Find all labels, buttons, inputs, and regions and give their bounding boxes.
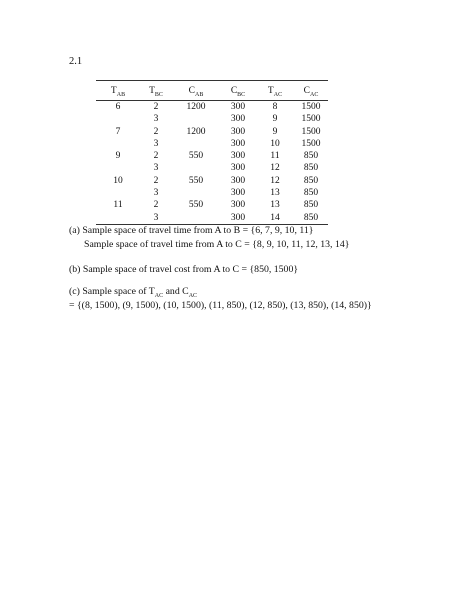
part-b-line1: (b) Sample space of travel cost from A to C = {850, 1500} <box>69 264 299 275</box>
travel-data-table <box>96 80 328 225</box>
part-a-line1: (a) Sample space of travel time from A to B = {6, 7, 9, 10, 11} <box>69 225 314 236</box>
cell-t-bc: 2 <box>153 151 159 162</box>
cell-t-bc: 3 <box>153 138 159 149</box>
table-row <box>96 199 328 211</box>
cell-t-bc: 3 <box>153 188 159 199</box>
cell-c-bc: 300 <box>230 126 246 137</box>
table-row <box>96 187 328 199</box>
cell-c-ac: 850 <box>303 175 319 186</box>
table-row <box>96 162 328 174</box>
cell-c-ab <box>172 113 220 125</box>
header-c-bc: $C_{BC}$ <box>220 81 256 101</box>
cell-c-bc: 300 <box>230 175 246 186</box>
table-row <box>96 175 328 187</box>
part-a-line2: Sample space of travel time from A to C = {8, 9, 10, 11, 12, 13, 14} <box>84 239 350 250</box>
cell-c-bc: 300 <box>230 200 246 211</box>
cell-c-ac: 1500 <box>301 114 321 125</box>
cell-c-bc: 300 <box>230 188 246 199</box>
cell-t-bc: 2 <box>153 200 159 211</box>
cell-t-ac: 12 <box>270 175 280 186</box>
cell-t-ac: 13 <box>270 188 280 199</box>
cell-c-ab: 550 <box>188 151 204 162</box>
cell-c-bc: 300 <box>230 138 246 149</box>
cell-c-bc: 300 <box>230 102 246 112</box>
cell-t-ac: 8 <box>272 102 278 112</box>
cell-c-ab <box>172 138 220 150</box>
table-row <box>96 101 328 114</box>
table-body <box>96 101 328 225</box>
header-t-ab: $T_{AB}$ <box>96 81 140 101</box>
section-number: 2.1 <box>69 56 83 67</box>
cell-c-ac: 850 <box>303 163 319 174</box>
cell-c-ac: 850 <box>303 151 319 162</box>
cell-t-ab: 6 <box>115 102 121 112</box>
cell-c-ab: 1200 <box>186 126 206 137</box>
cell-c-ac: 850 <box>303 212 319 223</box>
cell-c-ac: 1500 <box>301 138 321 149</box>
table-row <box>96 113 328 125</box>
cell-t-ac: 9 <box>272 114 278 125</box>
cell-c-ac: 1500 <box>301 126 321 137</box>
cell-t-bc: 3 <box>153 163 159 174</box>
header-c-ab: $C_{AB}$ <box>172 81 220 101</box>
cell-c-ac: 850 <box>303 200 319 211</box>
cell-c-ab: 550 <box>188 175 204 186</box>
cell-t-bc: 2 <box>153 126 159 137</box>
cell-c-ab: 550 <box>188 200 204 211</box>
cell-t-bc: 3 <box>153 212 159 223</box>
cell-t-ac: 14 <box>270 212 280 223</box>
cell-c-ab <box>172 187 220 199</box>
part-c-line2: = {(8, 1500), (9, 1500), (10, 1500), (11, 850), (12, 850), (13, 850), (14, 850)} <box>69 300 372 311</box>
cell-t-bc: 2 <box>153 175 159 186</box>
header-c-ac: $C_{AC}$ <box>294 81 328 101</box>
table-row <box>96 212 328 225</box>
part-c-line1: (c) Sample space of $T_{AC}$ and $C_{AC}$ <box>69 286 198 299</box>
cell-t-ac: 11 <box>270 151 280 162</box>
cell-c-ab: 1200 <box>186 102 206 112</box>
cell-t-ac: 12 <box>270 163 280 174</box>
cell-t-ab: 9 <box>115 151 121 162</box>
cell-c-ab <box>172 162 220 174</box>
cell-t-ab: 11 <box>113 200 123 211</box>
header-t-bc: $T_{BC}$ <box>140 81 172 101</box>
cell-t-bc: 2 <box>153 102 159 112</box>
cell-t-ac: 10 <box>270 138 280 149</box>
cell-t-ac: 9 <box>272 126 278 137</box>
table-header-row <box>96 81 328 101</box>
cell-t-ab <box>96 162 140 174</box>
cell-t-ab <box>96 113 140 125</box>
cell-t-ab: 7 <box>115 126 121 137</box>
cell-t-ac: 13 <box>270 200 280 211</box>
cell-c-bc: 300 <box>230 163 246 174</box>
cell-c-bc: 300 <box>230 114 246 125</box>
table-row <box>96 126 328 138</box>
table-row <box>96 150 328 162</box>
cell-c-bc: 300 <box>230 212 246 223</box>
cell-c-ab <box>172 212 220 225</box>
cell-t-bc: 3 <box>153 114 159 125</box>
cell-t-ab <box>96 138 140 150</box>
cell-c-ac: 850 <box>303 188 319 199</box>
cell-t-ab: 10 <box>113 175 123 186</box>
cell-c-bc: 300 <box>230 151 246 162</box>
table-row <box>96 138 328 150</box>
cell-t-ab <box>96 187 140 199</box>
header-t-ac: $T_{AC}$ <box>256 81 294 101</box>
cell-t-ab <box>96 212 140 225</box>
cell-c-ac: 1500 <box>301 102 321 112</box>
